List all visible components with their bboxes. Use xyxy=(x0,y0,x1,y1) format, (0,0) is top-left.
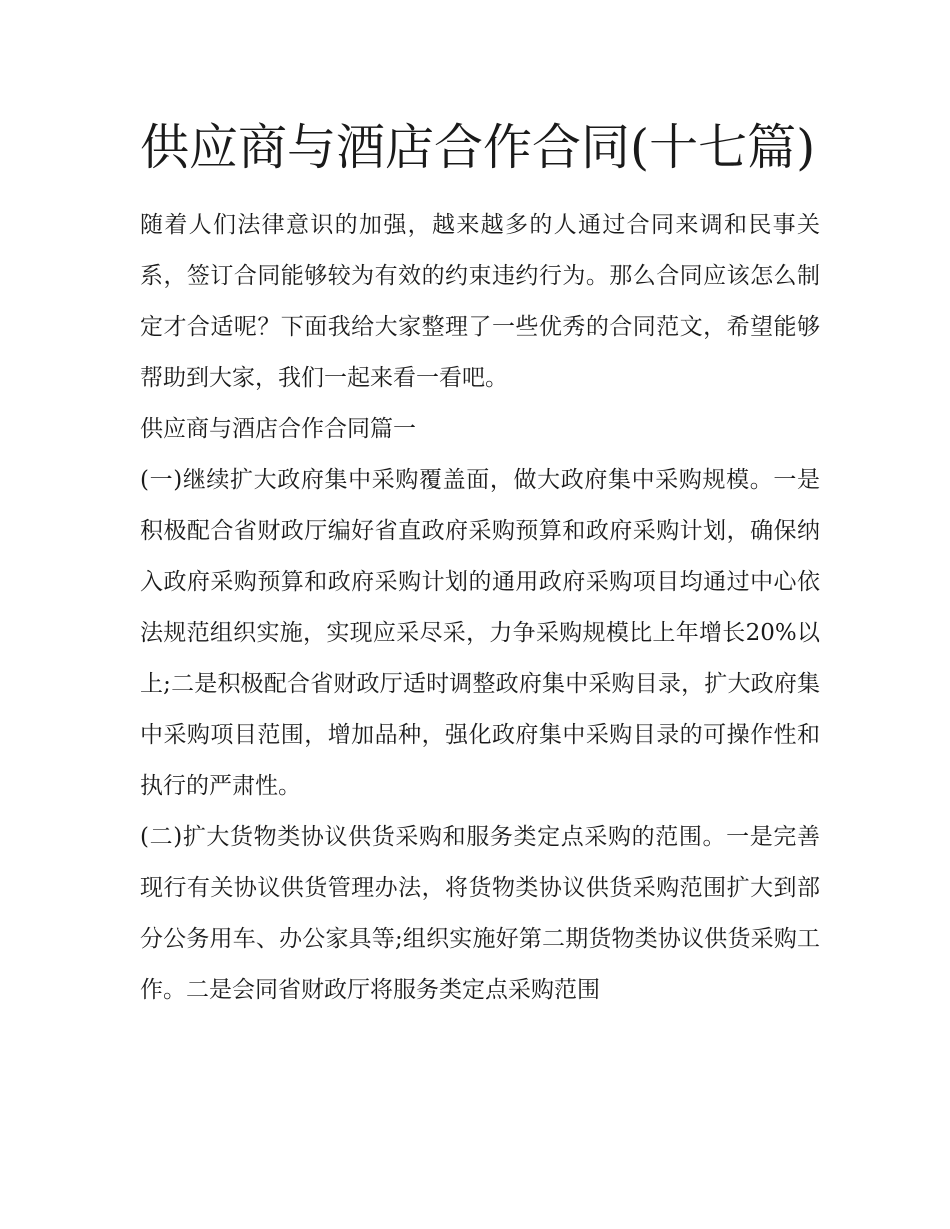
document-title: 供应商与酒店合作合同(十七篇) xyxy=(140,119,816,176)
section-heading: 供应商与酒店合作合同篇一 xyxy=(140,416,416,442)
body-paragraph-1: (一)继续扩大政府集中采购覆盖面，做大政府集中采购规模。一是积极配合省财政厅编好省直政府采购预算和政府采购计划，确保纳入政府采购预算和政府采购计划的通用政府采购项目均通过中心依法规范组织实施，实现应采尽采，力争采购规模比上年增长20%以上;二是积极配合省财政厅适时调整政府集中采购目录，扩大政府集中采购项目范围，增加品种，强化政府集中采购目录的可操作性和执行的严肃性。 xyxy=(140,467,820,799)
body-paragraph-2: (二)扩大货物类协议供货采购和服务类定点采购的范围。一是完善现行有关协议供货管理办法，将货物类协议供货采购范围扩大到部分公务用车、办公家具等;组织实施好第二期货物类协议供货采购工作。二是会同省财政厅将服务类定点采购范围 xyxy=(140,824,820,1003)
intro-paragraph: 随着人们法律意识的加强，越来越多的人通过合同来调和民事关系，签订合同能够较为有效的约束违约行为。那么合同应该怎么制定才合适呢？下面我给大家整理了一些优秀的合同范文，希望能够帮助到大家，我们一起来看一看吧。 xyxy=(140,212,820,391)
document-page xyxy=(140,112,820,1016)
